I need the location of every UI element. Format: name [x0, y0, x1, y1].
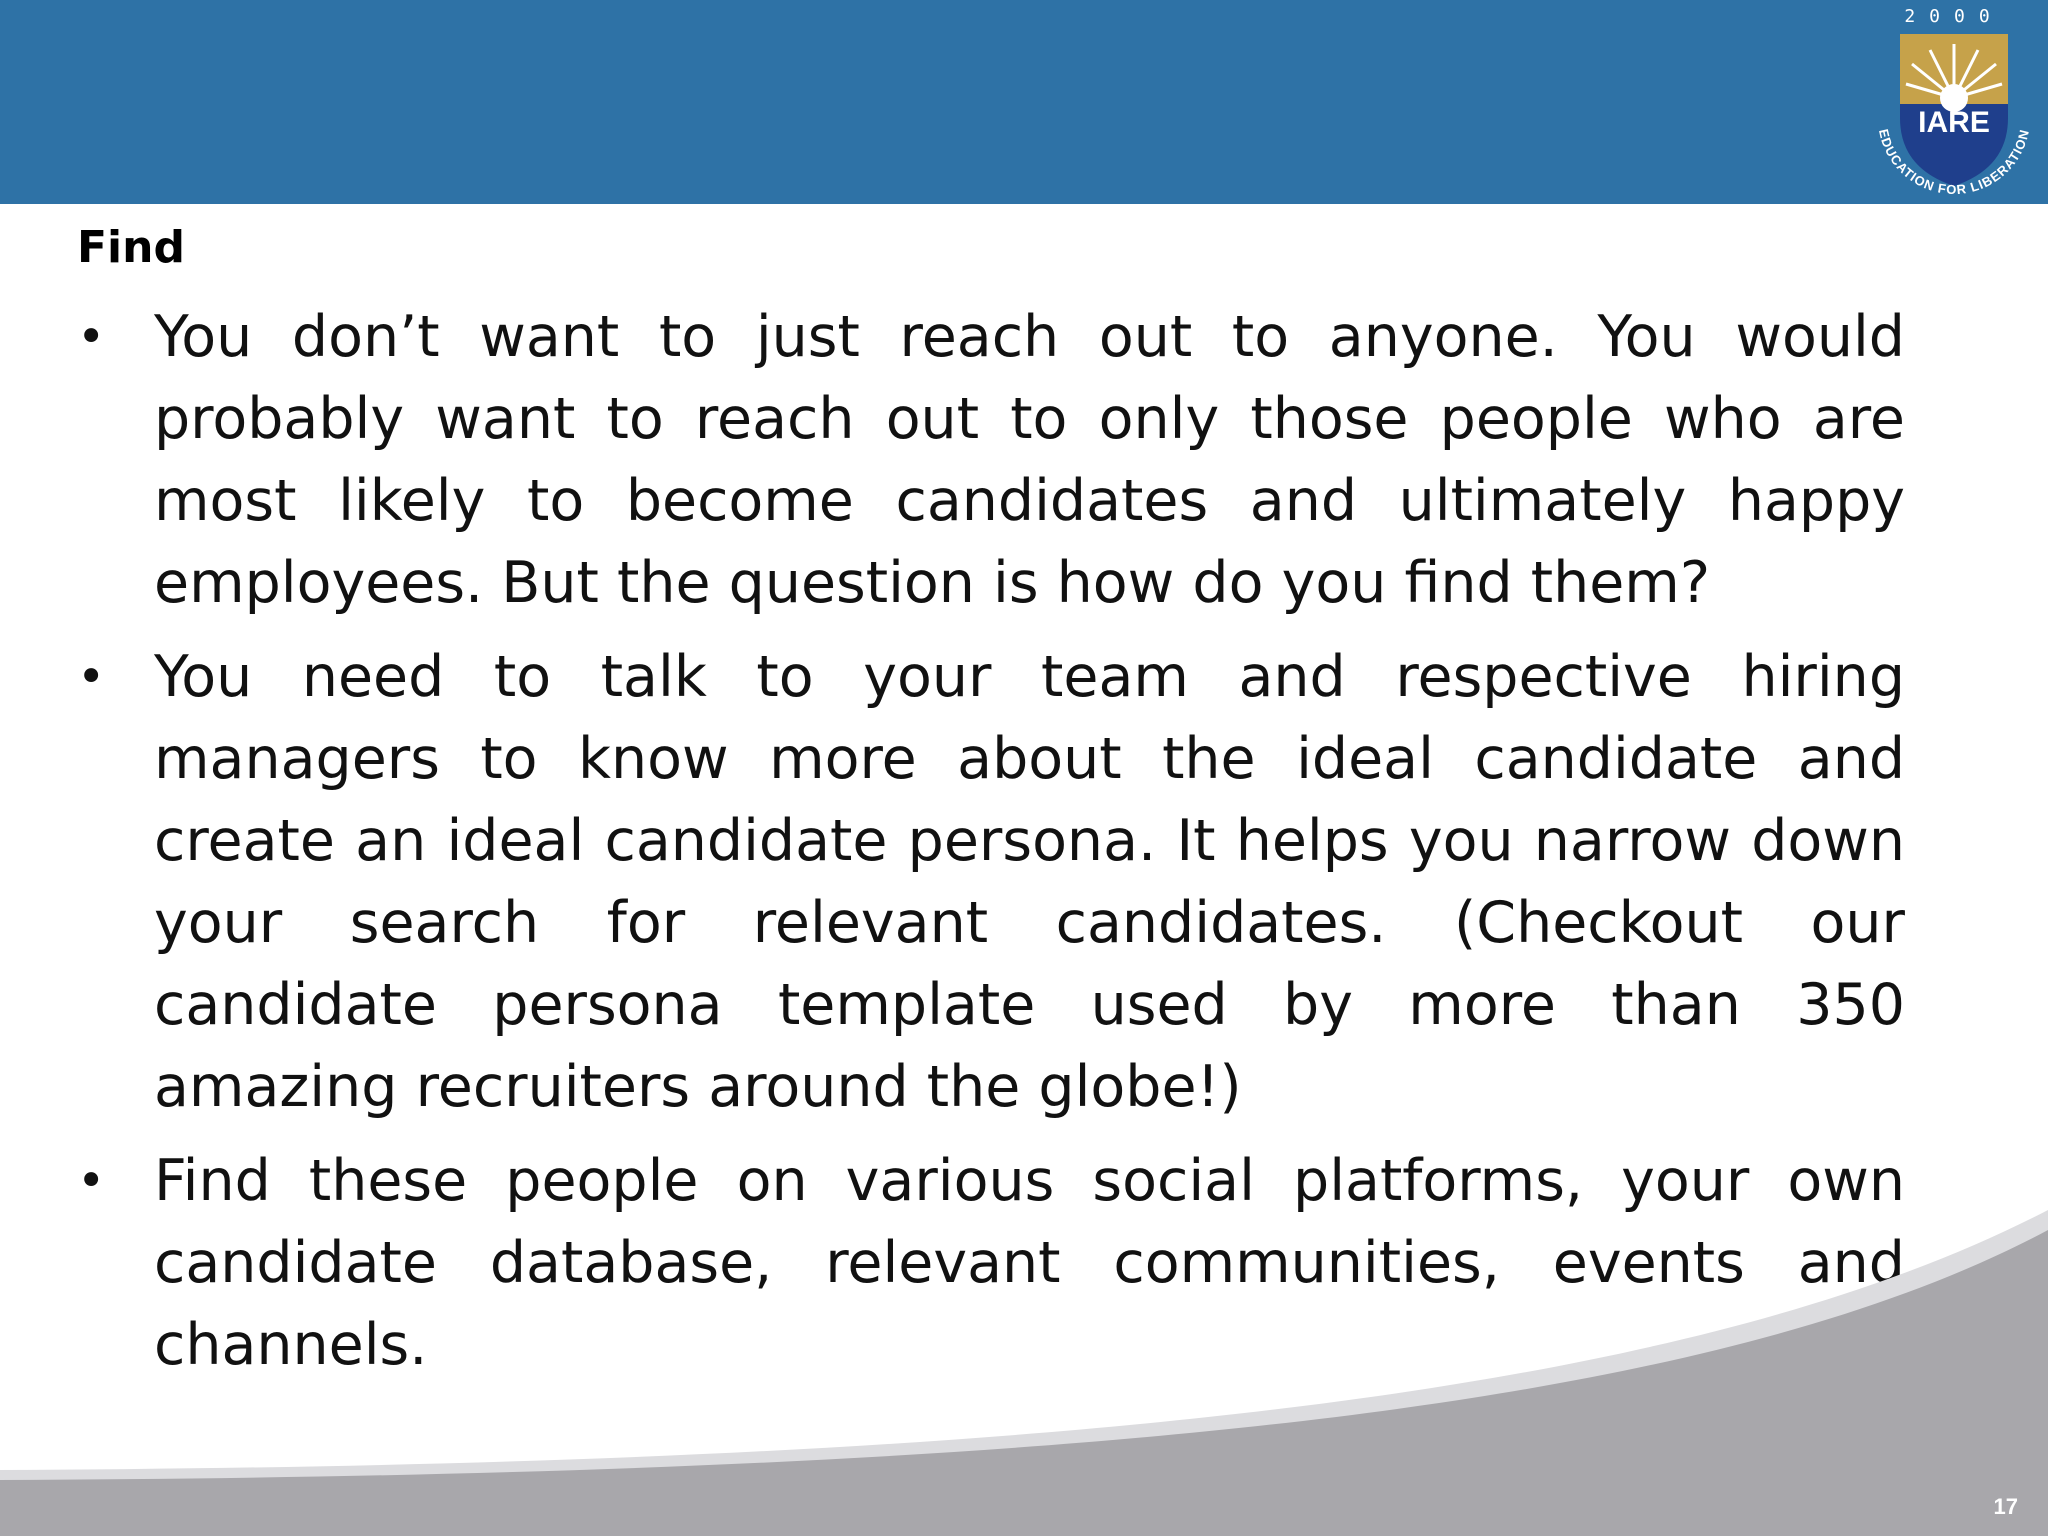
logo-year: 2000	[1904, 6, 2004, 27]
page-number: 17	[1993, 1494, 2018, 1519]
logo-name: IARE	[1918, 106, 1990, 139]
bullet-text: You don’t want to just reach out to anyone. You would probably want to reach out to only those people who are most likely to become candidates and ultimately happy employees. But the question is how do you find them?	[154, 304, 1905, 616]
header-bar	[0, 0, 2048, 204]
bullet-item	[77, 296, 1905, 624]
iare-logo	[1860, 0, 2048, 204]
bullet-text: You need to talk to your team and respective hiring managers to know more about the ideal candidate and create an ideal candidate persona. It helps you narrow down your search for relevant candidates. (Checkout our candidate persona template used by more than 350 amazing recruiters around the globe!)	[154, 644, 1905, 1120]
slide-title: Find	[77, 222, 185, 273]
bullet-item	[77, 636, 1905, 1128]
bullet-icon: •	[77, 1153, 106, 1209]
bullet-text: Find these people on various social platforms, your own candidate database, relevant communities, events and channels.	[154, 1148, 1905, 1378]
logo-motto: EDUCATION FOR LIBERATION	[1875, 127, 2033, 198]
bullet-icon: •	[77, 649, 106, 705]
footer-swoosh	[0, 1180, 2048, 1536]
bullet-icon: •	[77, 309, 106, 365]
